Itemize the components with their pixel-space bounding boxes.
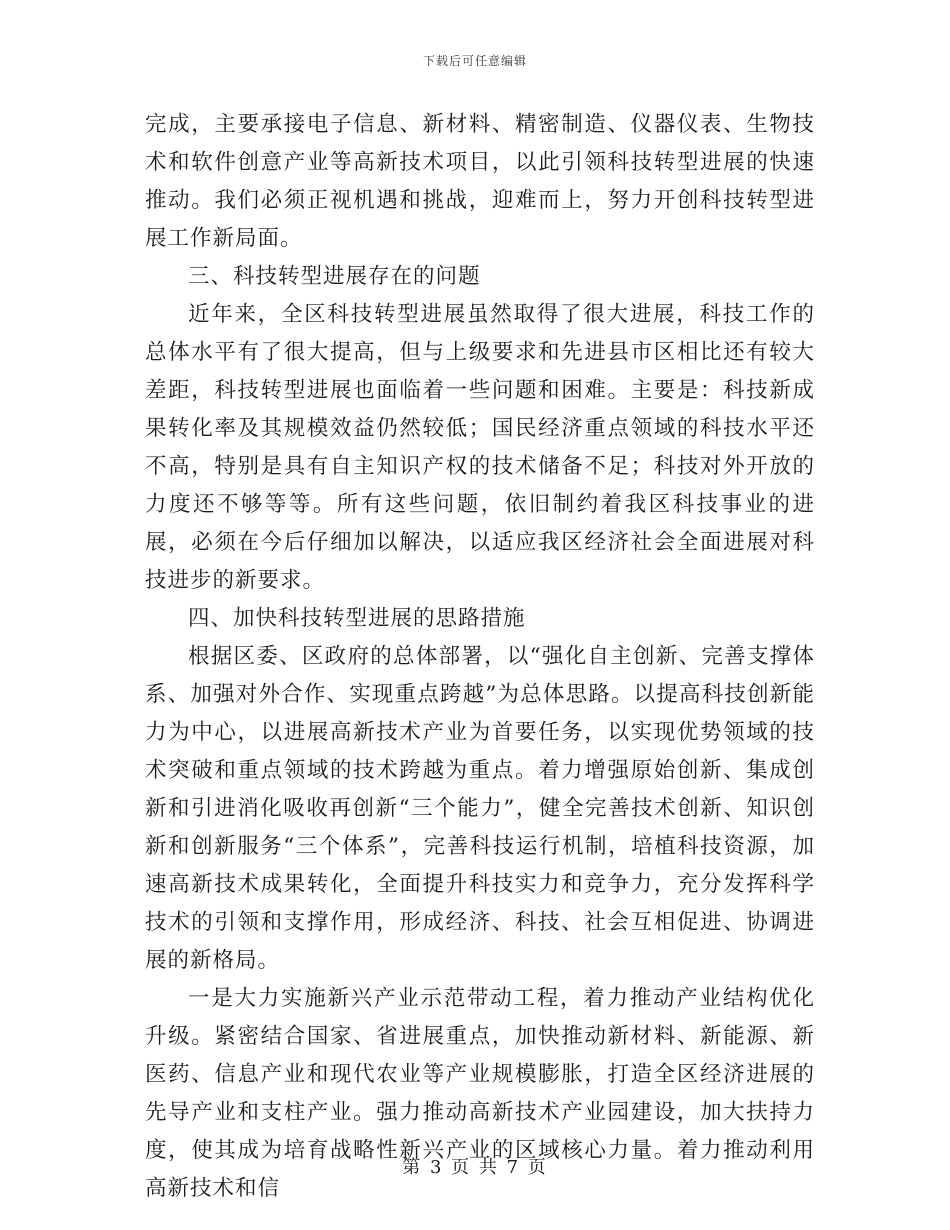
paragraph-continuation: 完成，主要承接电子信息、新材料、精密制造、仪器仪表、生物技术和软件创意产业等高新技术项目，以此引领科技转型进展的快速推动。我们必须正视机遇和挑战，迎难而上，努力开创科技转型进展工作新局面。	[145, 112, 815, 251]
page-number-footer: 第 3 页 共 7 页	[402, 1157, 548, 1178]
section-heading-problems: 三、科技转型进展存在的问题	[188, 264, 481, 289]
paragraph-problems: 近年来，全区科技转型进展虽然取得了很大进展，科技工作的总体水平有了很大提高，但与上级要求和先进县市区相比还有较大差距，科技转型进展也面临着一些问题和困难。主要是：科技新成果转化率及其规模效益仍然较低；国民经济重点领域的科技水平还不高，特别是具有自主知识产权的技术储备不足；科技对外开放的力度还不够等等。所有这些问题，依旧制约着我区科技事业的进展，必须在今后仔细加以解决，以适应我区经济社会全面进展对科技进步的新要求。	[145, 302, 815, 593]
paragraph-first-measure: 一是大力实施新兴产业示范带动工程，着力推动产业结构优化升级。紧密结合国家、省进展重点，加快推动新材料、新能源、新医药、信息产业和现代农业等产业规模膨胀，打造全区经济进展的先导产业和支柱产业。强力推动高新技术产业园建设，加大扶持力度，使其成为培育战略性新兴产业的区域核心力量。着力推动利用高新技术和信	[145, 986, 815, 1201]
page-header: 下载后可任意编辑	[422, 54, 527, 68]
section-heading-measures: 四、加快科技转型进展的思路措施	[188, 606, 526, 631]
paragraph-overall-strategy: 根据区委、区政府的总体部署，以“强化自主创新、完善支撑体系、加强对外合作、实现重点跨越”为总体思路。以提高科技创新能力为中心，以进展高新技术产业为首要任务，以实现优势领域的技术突破和重点领域的技术跨越为重点。着力增强原始创新、集成创新和引进消化吸收再创新“三个能力”，健全完善技术创新、知识创新和创新服务“三个体系”，完善科技运行机制，培植科技资源，加速高新技术成果转化，全面提升科技实力和竞争力，充分发挥科学技术的引领和支撑作用，形成经济、科技、社会互相促进、协调进展的新格局。	[145, 644, 815, 973]
document-body	[145, 106, 815, 1208]
